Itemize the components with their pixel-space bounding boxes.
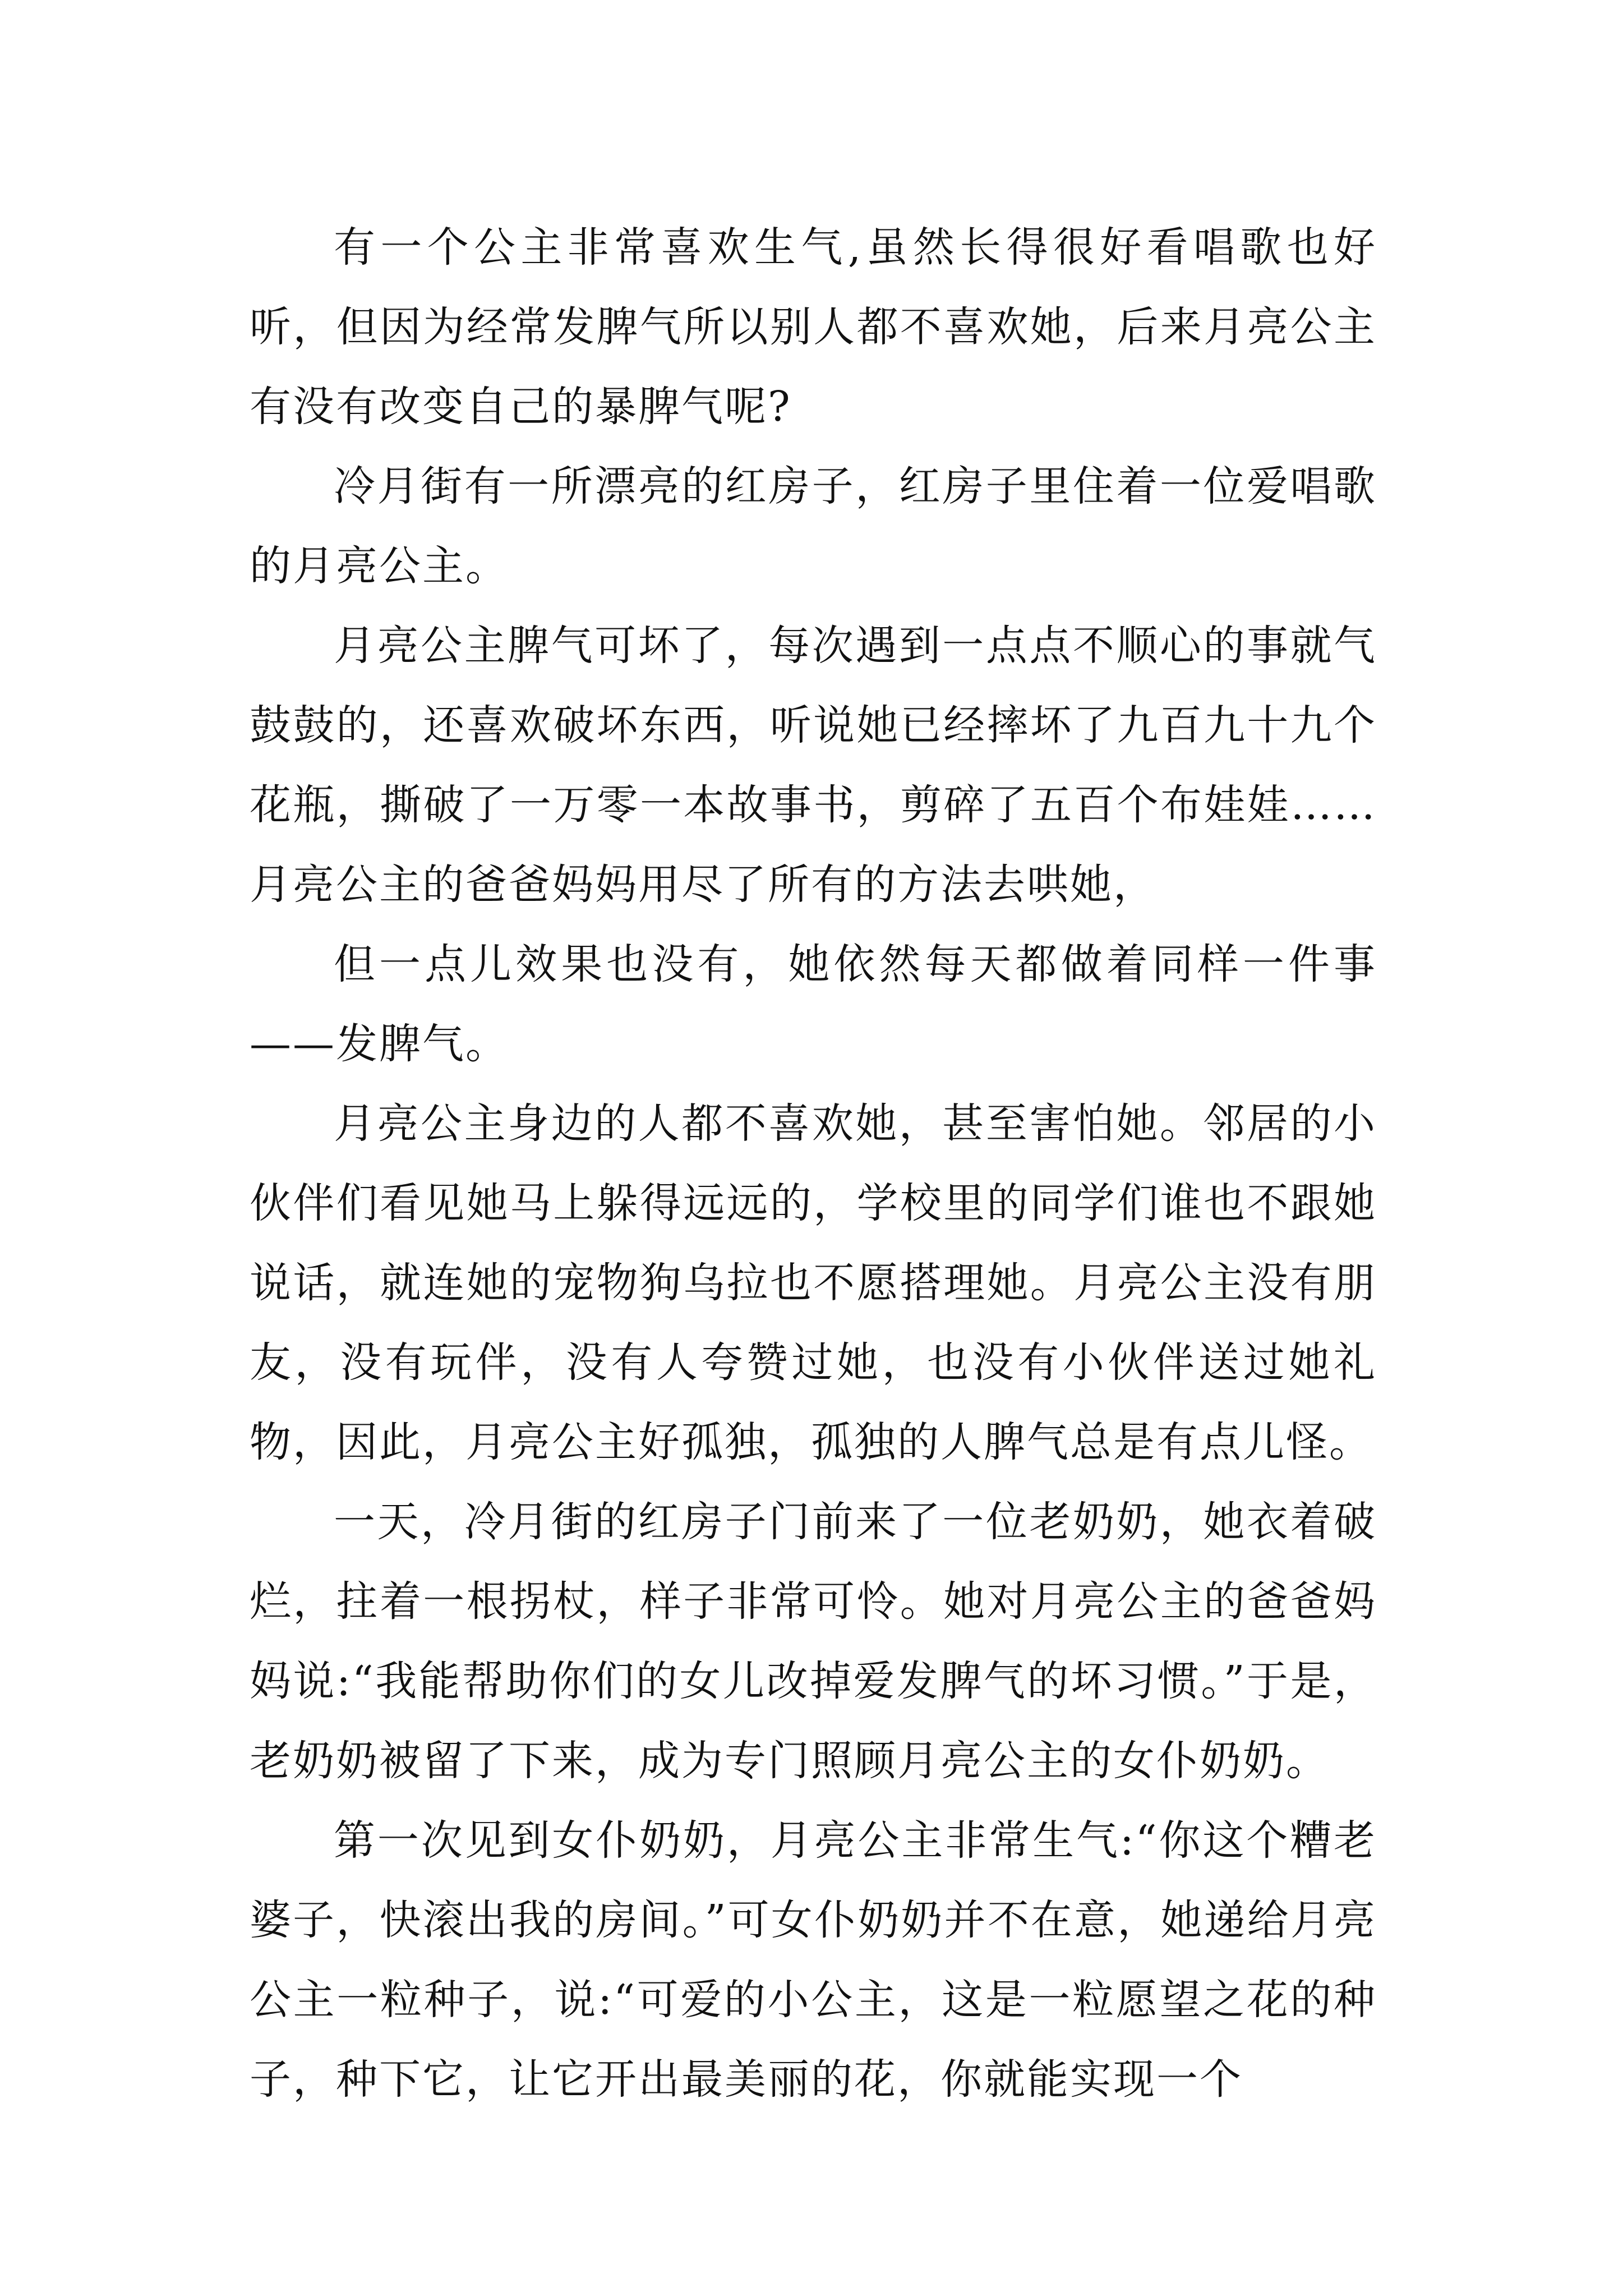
story-text xyxy=(250,208,1377,2119)
paragraph-bad-temper: 月亮公主脾气可坏了，每次遇到一点点不顺心的事就气鼓鼓的，还喜欢破坏东西，听说她已经摔坏了九百九十九个花瓶，撕破了一万零一本故事书，剪碎了五百个布娃娃……月亮公主的爸爸妈妈用尽了所有的方法去哄她， xyxy=(250,622,1377,909)
paragraph-no-effect: 但一点儿效果也没有，她依然每天都做着同样一件事——发脾气。 xyxy=(250,940,1377,1068)
paragraph-old-woman: 一天，冷月街的红房子门前来了一位老奶奶，她衣着破烂，拄着一根拐杖，样子非常可怜。她对月亮公主的爸爸妈妈说:“我能帮助你们的女儿改掉爱发脾气的坏习惯。”于是，老奶奶被留了下来，成为专门照顾月亮公主的女仆奶奶。 xyxy=(250,1498,1377,1785)
paragraph-lonely: 月亮公主身边的人都不喜欢她，甚至害怕她。邻居的小伙伴们看见她马上躲得远远的，学校里的同学们谁也不跟她说话，就连她的宠物狗乌拉也不愿搭理她。月亮公主没有朋友，没有玩伴，没有人夸赞过她，也没有小伙伴送过她礼物，因此，月亮公主好孤独，孤独的人脾气总是有点儿怪。 xyxy=(250,1099,1377,1466)
paragraph-seed: 第一次见到女仆奶奶，月亮公主非常生气:“你这个糟老婆子，快滚出我的房间。”可女仆奶奶并不在意，她递给月亮公主一粒种子，说:“可爱的小公主，这是一粒愿望之花的种子，种下它，让它开出最美丽的花，你就能实现一个 xyxy=(250,1816,1377,2104)
paragraph-intro: 有一个公主非常喜欢生气,虽然长得很好看唱歌也好听，但因为经常发脾气所以别人都不喜欢她，后来月亮公主有没有改变自己的暴脾气呢? xyxy=(250,223,1377,431)
paragraph-red-house: 冷月街有一所漂亮的红房子，红房子里住着一位爱唱歌的月亮公主。 xyxy=(250,462,1377,590)
